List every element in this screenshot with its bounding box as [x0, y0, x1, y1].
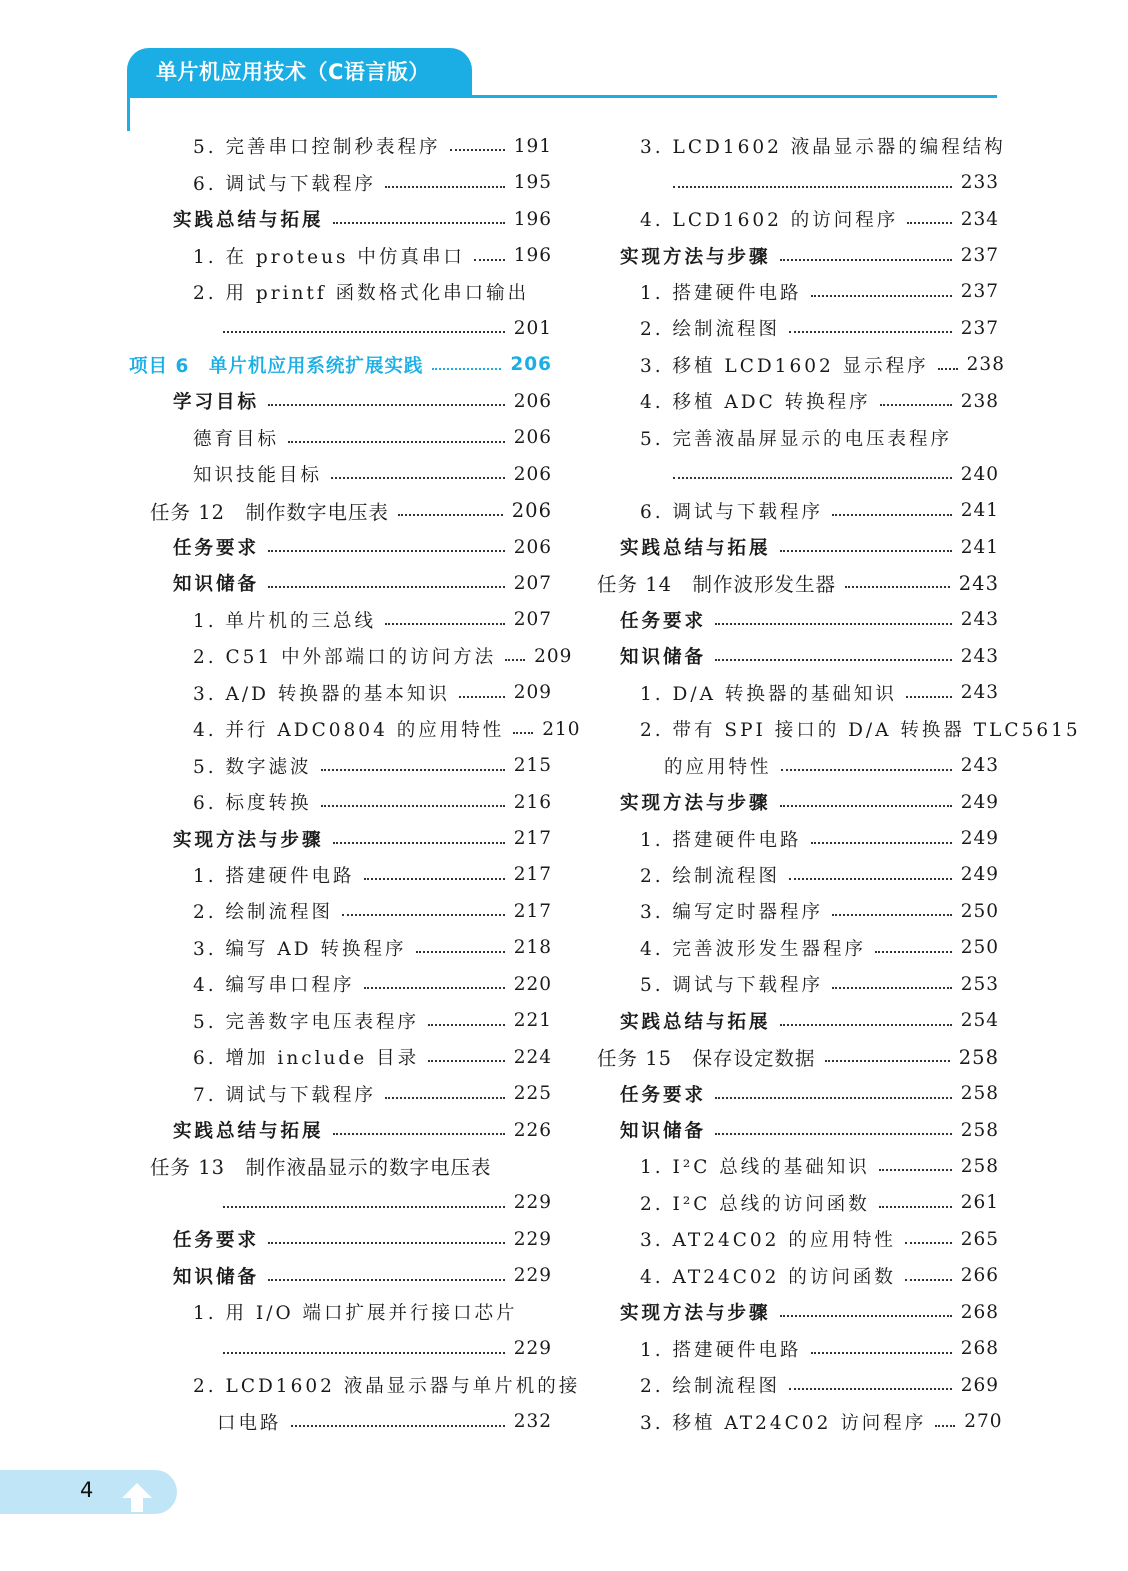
- toc-entry-title: 1. 单片机的三总线: [193, 610, 377, 632]
- toc-entry-title: 5. 调试与下载程序: [640, 975, 824, 997]
- toc-entry-page: 253: [960, 973, 999, 995]
- toc-entry-page: 220: [513, 973, 552, 995]
- dot-leader: [474, 259, 505, 261]
- toc-entry-title: 实现方法与步骤: [620, 793, 771, 815]
- dot-leader: [364, 878, 505, 880]
- toc-entry: [127, 747, 552, 783]
- toc-entry-page: 207: [513, 572, 552, 594]
- toc-entry-title: 5. 数字滤波: [193, 756, 312, 778]
- toc-entry-title: 2. 绘制流程图: [640, 865, 781, 887]
- dot-leader: [907, 222, 951, 224]
- toc-entry: [597, 347, 1005, 383]
- dot-leader: [364, 987, 505, 989]
- dot-leader: [935, 1425, 955, 1427]
- toc-entry: [597, 164, 999, 200]
- toc-entry-page: 249: [960, 864, 999, 886]
- dot-leader: [398, 514, 503, 516]
- toc-entry: [597, 1185, 999, 1221]
- toc-entry-page: 229: [513, 1192, 552, 1214]
- dot-leader: [832, 514, 952, 516]
- toc-entry-page: 237: [960, 281, 999, 303]
- toc-entry-page: 243: [958, 571, 999, 595]
- toc-entry-page: 258: [960, 1119, 999, 1141]
- toc-entry-title: 知识储备: [620, 647, 707, 669]
- toc-entry: [597, 1221, 999, 1257]
- toc-entry-page: 224: [513, 1046, 552, 1068]
- toc-entry-page: 243: [960, 609, 999, 631]
- dot-leader: [513, 732, 533, 734]
- toc-entry: [597, 1112, 999, 1148]
- toc-entry-page: 229: [513, 1228, 552, 1250]
- toc-entry-title: 2. 绘制流程图: [640, 319, 781, 341]
- toc-entry-title: 任务 12 制作数字电压表: [150, 500, 390, 524]
- dot-leader: [333, 1133, 505, 1135]
- toc-entry: [597, 492, 999, 528]
- dot-leader: [780, 550, 952, 552]
- toc-entry-page: 225: [513, 1083, 552, 1105]
- toc-entry-page: 217: [513, 864, 552, 886]
- dot-leader: [428, 1060, 505, 1062]
- toc-entry-title: 6. 增加 include 目录: [193, 1048, 420, 1070]
- toc-entry: [127, 347, 552, 383]
- toc-entry-title: 1. D/A 转换器的基础知识: [640, 683, 897, 705]
- toc-entry-page: 243: [960, 645, 999, 667]
- dot-leader: [879, 1169, 952, 1171]
- toc-entry: [597, 1330, 999, 1366]
- toc-right-column: [597, 128, 1081, 1440]
- toc-entry-page: 269: [960, 1374, 999, 1396]
- dot-leader: [811, 1352, 952, 1354]
- toc-entry: [597, 420, 999, 456]
- toc-entry-page: 191: [513, 135, 552, 157]
- toc-entry: [127, 383, 552, 419]
- toc-entry: [597, 310, 999, 346]
- toc-entry-title: 任务要求: [620, 610, 707, 632]
- toc-entry-page: 229: [513, 1338, 552, 1360]
- toc-left-column: [127, 128, 581, 1440]
- toc-entry-page: 258: [960, 1155, 999, 1177]
- page-number: 4: [80, 1478, 94, 1502]
- toc-entry-title: 6. 调试与下载程序: [193, 173, 377, 195]
- dot-leader: [333, 222, 505, 224]
- toc-entry-title: 5. 完善串口控制秒表程序: [193, 137, 441, 159]
- toc-entry: [597, 274, 999, 310]
- toc-entry: [127, 711, 581, 747]
- toc-entry: [127, 1039, 552, 1075]
- dot-leader: [342, 914, 505, 916]
- toc-entry-page: 237: [960, 317, 999, 339]
- toc-entry-title: 6. 标度转换: [193, 793, 312, 815]
- toc-entry-title: 2. 用 printf 函数格式化串口输出: [193, 282, 530, 304]
- toc-entry-title: 4. AT24C02 的访问函数: [640, 1266, 896, 1288]
- dot-leader: [673, 477, 952, 479]
- toc-entry: [127, 529, 552, 565]
- toc-entry-title: 4. 完善波形发生器程序: [640, 938, 867, 960]
- toc-entry-title: 实现方法与步骤: [620, 1303, 771, 1325]
- toc-entry: [127, 128, 552, 164]
- toc-entry: [597, 456, 999, 492]
- toc-entry-title: 的应用特性: [664, 756, 772, 778]
- toc-entry-page: 210: [542, 718, 581, 740]
- toc-entry-title: 2. LCD1602 液晶显示器与单片机的接: [193, 1376, 581, 1398]
- toc-entry: [127, 1258, 552, 1294]
- dot-leader: [505, 659, 525, 661]
- toc-entry: [127, 201, 552, 237]
- toc-entry-page: 217: [513, 900, 552, 922]
- toc-entry-title: 知识储备: [173, 574, 260, 596]
- toc-entry-title: 1. 搭建硬件电路: [640, 282, 802, 304]
- dot-leader: [879, 1206, 952, 1208]
- toc-entry-page: 250: [960, 937, 999, 959]
- dot-leader: [880, 404, 952, 406]
- header-rule-stub: [127, 95, 130, 131]
- dot-leader: [938, 368, 958, 370]
- toc-entry: [127, 1330, 552, 1366]
- dot-leader: [875, 951, 952, 953]
- toc-entry-title: 任务要求: [620, 1084, 707, 1106]
- toc-entry-page: 221: [513, 1010, 552, 1032]
- toc-entry-title: 实践总结与拓展: [620, 1011, 771, 1033]
- toc-entry-page: 268: [960, 1338, 999, 1360]
- dot-leader: [780, 1315, 952, 1317]
- toc-entry: [127, 1221, 552, 1257]
- toc-entry-page: 206: [510, 354, 552, 376]
- toc-entry-title: 3. 编写定时器程序: [640, 902, 824, 924]
- toc-entry-page: 241: [960, 536, 999, 558]
- toc-entry-page: 266: [960, 1265, 999, 1287]
- dot-leader: [450, 149, 505, 151]
- toc-entry: [127, 966, 552, 1002]
- toc-entry-title: 任务 14 制作波形发生器: [597, 573, 837, 597]
- toc-entry-title: 知识储备: [620, 1121, 707, 1143]
- toc-entry-title: 实践总结与拓展: [620, 538, 771, 560]
- dot-leader: [268, 586, 505, 588]
- toc-entry-page: 196: [513, 208, 552, 230]
- toc-entry-page: 270: [964, 1411, 1003, 1433]
- toc-entry-title: 7. 调试与下载程序: [193, 1084, 377, 1106]
- toc-entry-page: 249: [960, 791, 999, 813]
- toc-entry: [127, 784, 552, 820]
- toc-entry: [597, 128, 1006, 164]
- dot-leader: [906, 696, 952, 698]
- toc-entry: [127, 1075, 552, 1111]
- toc-entry-title: 5. 完善液晶屏显示的电压表程序: [640, 428, 953, 450]
- toc-entry: [127, 492, 552, 528]
- dot-leader: [223, 331, 505, 333]
- toc-entry: [597, 711, 1081, 747]
- dot-leader: [780, 1024, 952, 1026]
- toc-entry: [597, 237, 999, 273]
- toc-entry-page: 229: [513, 1265, 552, 1287]
- toc-entry-page: 238: [960, 390, 999, 412]
- toc-entry: [127, 1367, 581, 1403]
- toc-entry: [597, 1294, 999, 1330]
- toc-entry: [597, 602, 999, 638]
- toc-entry-title: 4. LCD1602 的访问程序: [640, 210, 899, 232]
- dot-leader: [432, 368, 501, 370]
- toc-entry-title: 3. LCD1602 液晶显示器的编程结构: [640, 137, 1006, 159]
- dot-leader: [715, 1097, 952, 1099]
- toc-entry: [127, 565, 552, 601]
- toc-entry-page: 216: [513, 791, 552, 813]
- toc-entry: [597, 1403, 1003, 1439]
- dot-leader: [223, 1206, 505, 1208]
- toc-entry-title: 1. 在 proteus 中仿真串口: [193, 246, 465, 268]
- toc-entry: [127, 237, 552, 273]
- toc-entry-title: 1. 搭建硬件电路: [193, 865, 355, 887]
- toc-entry-page: 207: [513, 609, 552, 631]
- toc-entry-title: 3. A/D 转换器的基本知识: [193, 683, 450, 705]
- toc-entry-title: 2. 绘制流程图: [640, 1376, 781, 1398]
- toc-entry-title: 任务要求: [173, 538, 260, 560]
- dot-leader: [268, 404, 505, 406]
- toc-entry: [127, 857, 552, 893]
- toc-entry: [597, 201, 999, 237]
- dot-leader: [321, 769, 505, 771]
- dot-leader: [832, 987, 952, 989]
- toc-entry-title: 德育目标: [193, 428, 280, 450]
- toc-entry-title: 1. 搭建硬件电路: [640, 829, 802, 851]
- toc-entry-title: 1. I²C 总线的基础知识: [640, 1157, 870, 1179]
- toc-entry-page: 238: [966, 354, 1005, 376]
- dot-leader: [459, 696, 505, 698]
- toc-entry: [127, 1294, 552, 1330]
- toc-entry-page: 250: [960, 900, 999, 922]
- toc-entry-page: 249: [960, 828, 999, 850]
- dot-leader: [781, 769, 952, 771]
- toc-entry-title: 1. 搭建硬件电路: [640, 1339, 802, 1361]
- toc-entry: [127, 930, 552, 966]
- toc-entry: [127, 893, 552, 929]
- toc-entry: [127, 274, 552, 310]
- toc-entry-title: 实践总结与拓展: [173, 1121, 324, 1143]
- dot-leader: [780, 805, 952, 807]
- dot-leader: [715, 623, 952, 625]
- toc-entry-page: 206: [511, 499, 552, 523]
- dot-leader: [268, 1242, 505, 1244]
- dot-leader: [331, 477, 505, 479]
- toc-entry-title: 6. 调试与下载程序: [640, 501, 824, 523]
- toc-entry: [597, 930, 999, 966]
- toc-entry-title: 知识技能目标: [193, 465, 323, 487]
- toc-entry: [597, 893, 999, 929]
- toc-entry: [597, 529, 999, 565]
- dot-leader: [288, 441, 505, 443]
- dot-leader: [789, 878, 952, 880]
- toc-entry-page: 243: [960, 682, 999, 704]
- dot-leader: [832, 914, 952, 916]
- toc-entry-title: 4. 并行 ADC0804 的应用特性: [193, 720, 505, 742]
- toc-entry: [597, 857, 999, 893]
- toc-entry-page: 234: [960, 208, 999, 230]
- toc-entry-page: 195: [513, 172, 552, 194]
- toc-entry-page: 258: [958, 1045, 999, 1069]
- toc-entry: [597, 565, 999, 601]
- toc-entry: [597, 747, 999, 783]
- dot-leader: [825, 1060, 950, 1062]
- dot-leader: [789, 1388, 952, 1390]
- toc-entry: [597, 1258, 999, 1294]
- dot-leader: [385, 186, 505, 188]
- toc-entry-page: 196: [513, 245, 552, 267]
- toc-entry-page: 261: [960, 1192, 999, 1214]
- toc-entry: [597, 383, 999, 419]
- toc-entry-title: 项目 6 单片机应用系统扩展实践: [129, 355, 424, 377]
- toc-entry-title: 任务要求: [173, 1230, 260, 1252]
- toc-entry-page: 258: [960, 1083, 999, 1105]
- toc-entry-page: 226: [513, 1119, 552, 1141]
- toc-entry: [127, 675, 552, 711]
- toc-entry: [597, 784, 999, 820]
- dot-leader: [333, 842, 505, 844]
- toc-entry-page: 232: [513, 1411, 552, 1433]
- toc-entry-title: 学习目标: [173, 392, 260, 414]
- dot-leader: [385, 1097, 505, 1099]
- toc-entry-title: 实现方法与步骤: [620, 246, 771, 268]
- toc-entry-title: 1. 用 I/O 端口扩展并行接口芯片: [193, 1303, 518, 1325]
- dot-leader: [905, 1242, 952, 1244]
- toc-entry-title: 知识储备: [173, 1266, 260, 1288]
- toc-entry-page: 241: [960, 500, 999, 522]
- dot-leader: [291, 1425, 505, 1427]
- toc-entry-title: 2. 绘制流程图: [193, 902, 334, 924]
- header-rule: [127, 95, 997, 98]
- book-title: 单片机应用技术（C语言版）: [156, 60, 430, 84]
- dot-leader: [811, 295, 952, 297]
- toc-entry-page: 206: [513, 463, 552, 485]
- toc-entry: [597, 1148, 999, 1184]
- up-arrow-icon: [121, 1481, 153, 1514]
- dot-leader: [416, 951, 505, 953]
- toc-entry-title: 实现方法与步骤: [173, 829, 324, 851]
- toc-entry-title: 4. 编写串口程序: [193, 975, 355, 997]
- toc-entry: [127, 420, 552, 456]
- toc-entry-page: 268: [960, 1301, 999, 1323]
- toc-entry-title: 4. 移植 ADC 转换程序: [640, 392, 871, 414]
- toc-entry-title: 3. AT24C02 的应用特性: [640, 1230, 896, 1252]
- toc-entry-title: 3. 移植 LCD1602 显示程序: [640, 355, 929, 377]
- dot-leader: [715, 659, 952, 661]
- toc-entry: [597, 675, 999, 711]
- toc-entry: [127, 1403, 552, 1439]
- toc-entry: [127, 456, 552, 492]
- toc-entry: [597, 638, 999, 674]
- dot-leader: [811, 842, 952, 844]
- toc-entry-title: 2. I²C 总线的访问函数: [640, 1193, 870, 1215]
- toc-entry-title: 3. 编写 AD 转换程序: [193, 938, 407, 960]
- toc-entry-page: 265: [960, 1228, 999, 1250]
- dot-leader: [673, 186, 952, 188]
- toc-entry: [127, 1003, 552, 1039]
- toc-entry-title: 2. C51 中外部端口的访问方法: [193, 647, 497, 669]
- toc-entry-title: 口电路: [217, 1412, 282, 1434]
- toc-entry-page: 206: [513, 390, 552, 412]
- toc-entry-page: 201: [513, 317, 552, 339]
- toc-entry: [597, 820, 999, 856]
- toc-entry: [127, 602, 552, 638]
- dot-leader: [385, 623, 505, 625]
- toc-entry-title: 任务 15 保存设定数据: [597, 1047, 816, 1071]
- dot-leader: [223, 1352, 505, 1354]
- dot-leader: [268, 550, 505, 552]
- toc-entry: [597, 966, 999, 1002]
- toc-entry-page: 233: [960, 172, 999, 194]
- toc-entry: [597, 1075, 999, 1111]
- toc-entry-page: 209: [513, 682, 552, 704]
- toc-entry-title: 实践总结与拓展: [173, 210, 324, 232]
- toc-entry-page: 209: [534, 645, 573, 667]
- toc-entry-page: 240: [960, 463, 999, 485]
- toc-entry-page: 215: [513, 755, 552, 777]
- toc-entry: [127, 1185, 552, 1221]
- toc-entry-page: 237: [960, 245, 999, 267]
- toc-entry: [597, 1003, 999, 1039]
- toc-entry: [127, 164, 552, 200]
- toc-entry: [597, 1367, 999, 1403]
- toc-entry: [127, 310, 552, 346]
- toc-entry-title: 3. 移植 AT24C02 访问程序: [640, 1412, 927, 1434]
- toc-entry: [127, 820, 552, 856]
- dot-leader: [715, 1133, 952, 1135]
- dot-leader: [780, 259, 952, 261]
- toc-entry: [127, 1112, 552, 1148]
- dot-leader: [905, 1279, 952, 1281]
- dot-leader: [268, 1279, 505, 1281]
- dot-leader: [321, 805, 505, 807]
- toc-entry-page: 243: [960, 755, 999, 777]
- toc-entry-page: 217: [513, 828, 552, 850]
- toc-entry-page: 206: [513, 427, 552, 449]
- toc-entry-page: 218: [513, 937, 552, 959]
- toc-entry-title: 2. 带有 SPI 接口的 D/A 转换器 TLC5615: [640, 720, 1081, 742]
- dot-leader: [789, 331, 952, 333]
- toc-entry-title: 5. 完善数字电压表程序: [193, 1011, 420, 1033]
- toc-entry-title: 任务 13 制作液晶显示的数字电压表: [150, 1156, 492, 1180]
- toc-entry-page: 254: [960, 1010, 999, 1032]
- dot-leader: [428, 1024, 505, 1026]
- dot-leader: [845, 586, 950, 588]
- toc-entry: [597, 1039, 999, 1075]
- toc-entry: [127, 638, 573, 674]
- toc-entry: [127, 1148, 552, 1184]
- toc-entry-page: 206: [513, 536, 552, 558]
